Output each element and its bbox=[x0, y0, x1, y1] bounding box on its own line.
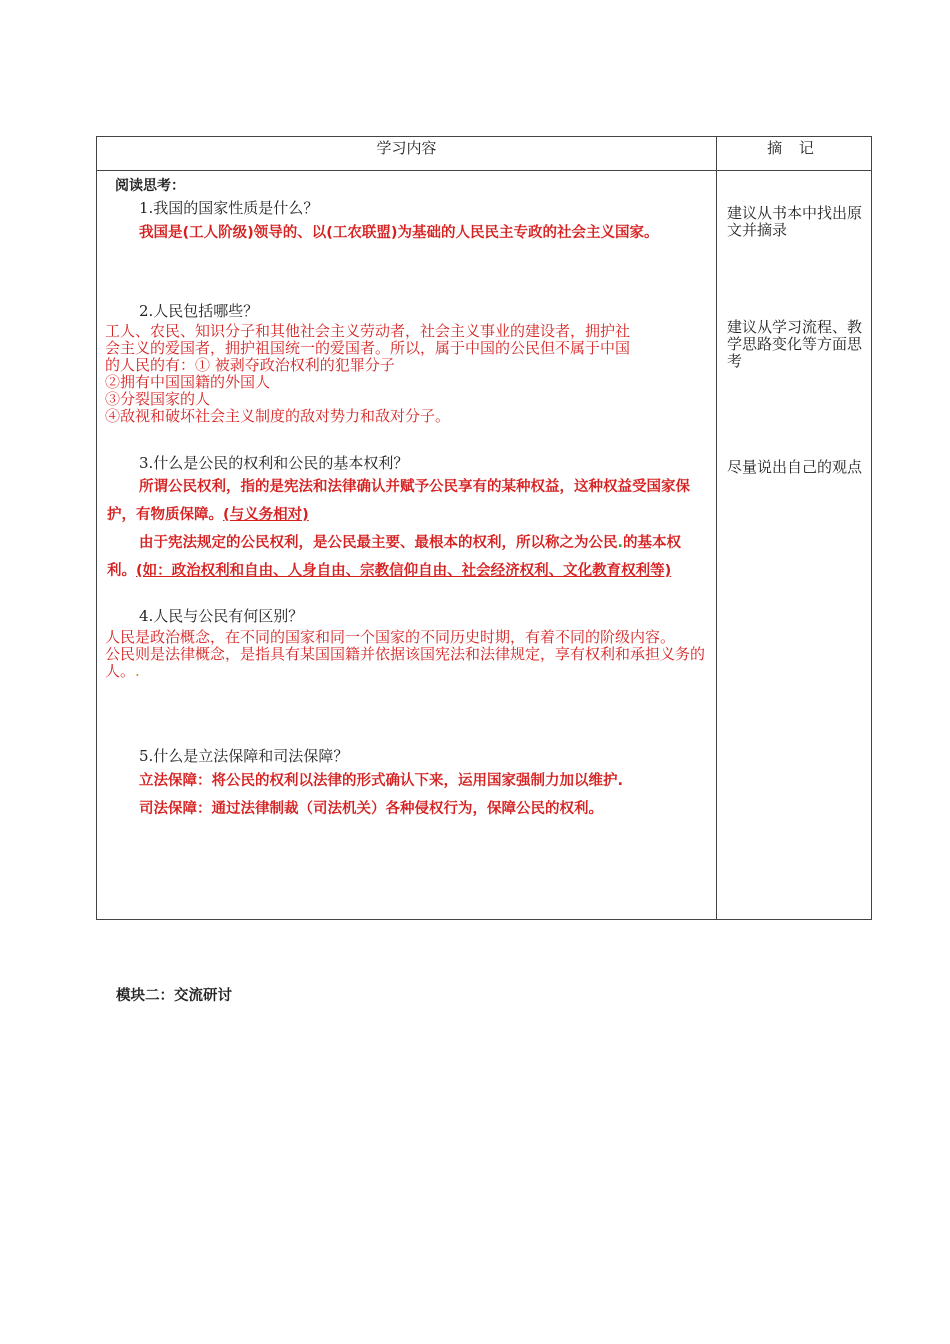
answer-2-line: ④敌视和破坏社会主义制度的敌对势力和敌对分子。 bbox=[105, 407, 451, 425]
note-3: 尽量说出自己的观点 bbox=[727, 458, 863, 476]
module-title: 模块二：交流研讨 bbox=[116, 988, 232, 1004]
answer-2-line: 工人、农民、知识分子和其他社会主义劳动者，社会主义事业的建设者，拥护社 bbox=[105, 322, 631, 340]
question-5: 5.什么是立法保障和司法保障？ bbox=[139, 747, 349, 765]
answer-3-note: (与义务相对) bbox=[223, 507, 309, 523]
answer-4-people: 人民是政治概念，在不同的国家和同一个国家的不同历史时期，有着不同的阶级内容。 bbox=[105, 628, 676, 646]
answer-1: 我国是(工人阶级)领导的、以(工农联盟)为基础的人民民主专政的社会主义国家。 bbox=[139, 225, 659, 241]
answer-4-citizen-text: 公民则是法律概念，是指具有某国国籍并依据该国宪法和法律规定，享有权利和承担义务的人。 bbox=[105, 645, 706, 680]
answer-3-basic-rights bbox=[107, 529, 709, 585]
answer-3-rights bbox=[107, 473, 709, 529]
green-mark: . bbox=[617, 535, 624, 551]
answer-2 bbox=[105, 323, 711, 425]
note-1: 建议从书本中找出原文并摘录 bbox=[727, 204, 863, 239]
question-3: 3.什么是公民的权利和公民的基本权利？ bbox=[139, 454, 409, 472]
answer-3-examples: (如：政治权利和自由、人身自由、宗教信仰自由、社会经济权利、文化教育权利等) bbox=[136, 563, 672, 579]
answer-2-line: ②拥有中国国籍的外国人 bbox=[105, 373, 271, 391]
answer-2-line: 的人民的有：① 被剥夺政治权利的犯罪分子 bbox=[105, 356, 395, 374]
answer-3-basic-text: 由于宪法规定的公民权利，是公民最主要、最根本的权利，所以称之为公民 bbox=[139, 535, 618, 551]
answer-3-text: 所谓公民权利，指的是宪法和法律确认并赋予公民享有的某种权益，这种权益受国家保护，有物质保障。 bbox=[107, 479, 690, 523]
answer-5 bbox=[139, 767, 709, 823]
header-study-content: 学习内容 bbox=[97, 137, 716, 171]
section-heading: 阅读思考： bbox=[115, 178, 185, 194]
answer-2-line: ③分裂国家的人 bbox=[105, 390, 211, 408]
header-notes: 摘 记 bbox=[716, 137, 871, 171]
question-4: 4.人民与公民有何区别？ bbox=[139, 607, 304, 625]
answer-3-basic-tail: 的基本权利。 bbox=[107, 535, 682, 579]
answer-4 bbox=[105, 629, 711, 680]
answer-4-citizen bbox=[105, 646, 711, 680]
answer-5-legislative: 立法保障：将公民的权利以法律的形式确认下来，运用国家强制力加以维护. bbox=[139, 773, 624, 789]
answer-2-line: 会主义的爱国者，拥护祖国统一的爱国者。所以，属于中国的公民但不属于中国 bbox=[105, 339, 631, 357]
answer-5-judicial: 司法保障：通过法律制裁（司法机关）各种侵权行为，保障公民的权利。 bbox=[139, 801, 603, 817]
note-2: 建议从学习流程、教学思路变化等方面思考 bbox=[727, 318, 863, 370]
question-2: 2.人民包括哪些？ bbox=[139, 302, 259, 320]
column-divider bbox=[716, 137, 717, 919]
question-1: 1.我国的国家性质是什么？ bbox=[139, 199, 319, 217]
study-table bbox=[96, 136, 872, 920]
orange-mark: . bbox=[135, 662, 140, 680]
